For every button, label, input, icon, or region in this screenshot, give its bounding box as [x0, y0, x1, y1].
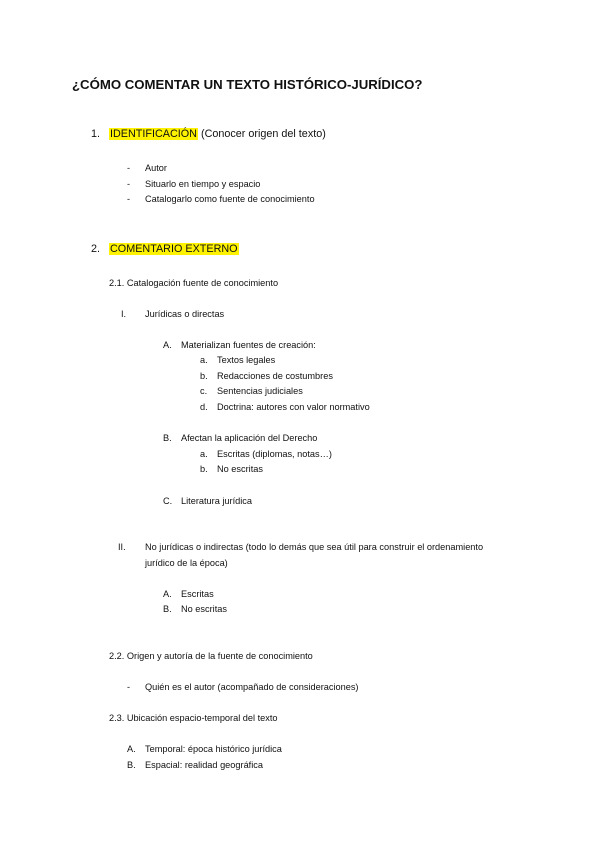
bullet-dash: - — [127, 682, 131, 692]
letter-item-label: Literatura jurídica — [181, 496, 252, 506]
bullet-item: Situarlo en tiempo y espacio — [145, 179, 261, 189]
subsection-2-2-title: 2.2. Origen y autoría de la fuente de conocimiento — [109, 651, 313, 661]
sub-letter-item: Escritas (diplomas, notas…) — [217, 449, 332, 459]
letter-number: A. — [127, 744, 136, 754]
letter-number: C. — [163, 496, 173, 506]
sub-letter-item: Sentencias judiciales — [217, 386, 303, 396]
roman-number: I. — [121, 309, 127, 319]
sub-letter-number: d. — [200, 402, 208, 412]
letter-item-label: Afectan la aplicación del Derecho — [181, 433, 318, 443]
sub-letter-number: b. — [200, 464, 208, 474]
letter-number: B. — [163, 604, 172, 614]
sub-letter-item: No escritas — [217, 464, 263, 474]
section-2-heading — [109, 243, 239, 255]
roman-number: II. — [118, 542, 126, 552]
roman-item-label: No jurídicas o indirectas (todo lo demás que sea útil para construir el ordenamiento — [145, 542, 484, 552]
roman-item-label: Jurídicas o directas — [145, 309, 225, 319]
bullet-dash: - — [127, 179, 131, 189]
bullet-dash: - — [127, 194, 131, 204]
sub-letter-number: a. — [200, 355, 208, 365]
sub-letter-number: c. — [200, 386, 208, 396]
bullet-dash: - — [127, 163, 131, 173]
letter-item-label: Espacial: realidad geográfica — [145, 760, 263, 770]
letter-number: A. — [163, 589, 172, 599]
section-2-number: 2. — [91, 243, 101, 255]
letter-number: B. — [127, 760, 136, 770]
letter-number: B. — [163, 433, 172, 443]
page-title: ¿CÓMO COMENTAR UN TEXTO HISTÓRICO-JURÍDICO? — [72, 77, 423, 92]
letter-number: A. — [163, 340, 172, 350]
bullet-item: Quién es el autor (acompañado de consideraciones) — [145, 682, 359, 692]
sub-letter-item: Textos legales — [217, 355, 276, 365]
sub-letter-item: Redacciones de costumbres — [217, 371, 333, 381]
letter-item-label: Temporal: época histórico jurídica — [145, 744, 282, 754]
bullet-item: Catalogarlo como fuente de conocimiento — [145, 194, 315, 204]
section-1-label: IDENTIFICACIÓN — [110, 128, 197, 140]
sub-letter-item: Doctrina: autores con valor normativo — [217, 402, 370, 412]
letter-item-label: Materializan fuentes de creación: — [181, 340, 316, 350]
sub-letter-number: b. — [200, 371, 208, 381]
section-1-heading — [109, 128, 326, 140]
subsection-2-1-title: 2.1. Catalogación fuente de conocimiento — [109, 278, 279, 288]
section-1-note: (Conocer origen del texto) — [200, 128, 326, 140]
sub-letter-number: a. — [200, 449, 208, 459]
section-1-number: 1. — [91, 128, 101, 140]
subsection-2-3-title: 2.3. Ubicación espacio-temporal del texto — [109, 713, 278, 723]
roman-item-label-continued: jurídico de la época) — [145, 558, 228, 568]
bullet-item: Autor — [145, 163, 167, 173]
section-2-label: COMENTARIO EXTERNO — [110, 243, 238, 255]
letter-item-label: No escritas — [181, 604, 227, 614]
letter-item-label: Escritas — [181, 589, 214, 599]
